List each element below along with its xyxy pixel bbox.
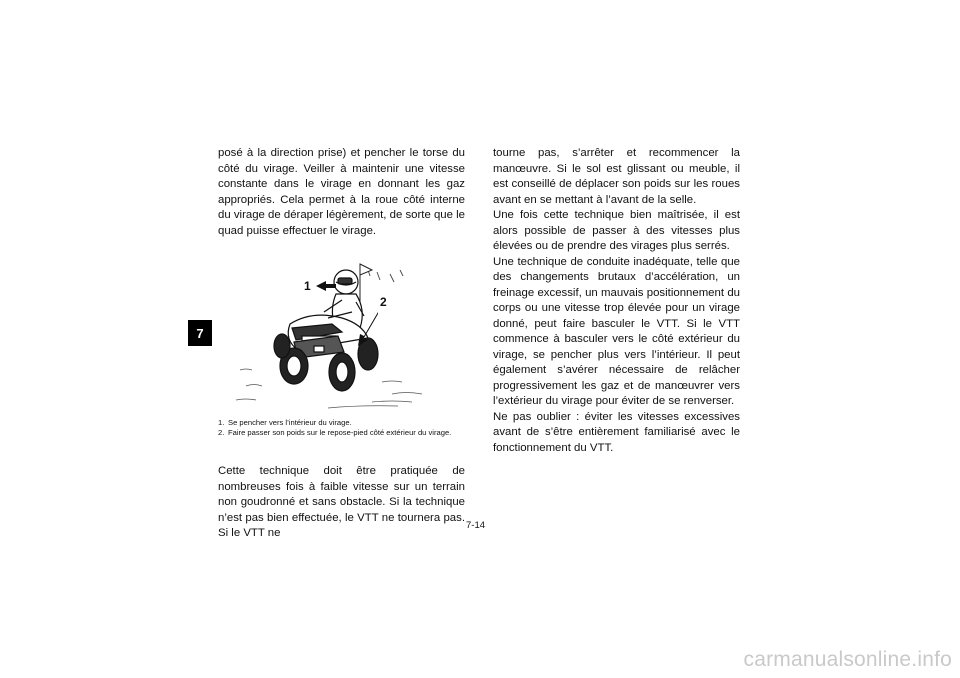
callout-1: [304, 279, 336, 293]
left-column-bottom: [218, 464, 465, 542]
paragraph: Cette technique doit être pratiquée de nombreuses fois à faible vitesse sur un terrain non goudronné et sans obstacle. Si la technique n’est pas bien effectuée, le VTT ne tournera pas. Si le VTT ne: [218, 465, 465, 539]
atv-turning-illustration: [232, 262, 440, 410]
motion-lines: [368, 270, 403, 282]
caption-number: 1.: [218, 418, 225, 427]
caption-text: Faire passer son poids sur le repose-pied côté extérieur du virage.: [228, 428, 452, 437]
caption-item: [218, 418, 465, 428]
right-column: [493, 146, 740, 456]
chapter-tab: 7: [188, 320, 212, 346]
paragraph: tourne pas, s’arrêter et recommencer la manœuvre. Si le sol est glissant ou meuble, il est conseillé de déplacer son poids sur les roues avant en se mettant à l’avant de la selle.: [493, 147, 740, 206]
paragraph: Ne pas oublier : éviter les vitesses excessives avant de s’être entièrement familiarisé avec le fonctionnement du VTT.: [493, 410, 740, 454]
figure-captions: [218, 418, 465, 438]
paragraph: Une fois cette technique bien maîtrisée, il est alors possible de passer à des vitesses plus élevées ou de prendre des virages plus serrés.: [493, 209, 740, 252]
caption-number: 2.: [218, 428, 225, 437]
paragraph: posé à la direction prise) et pencher le torse du côté du virage. Veiller à maintenir une vitesse constante dans le virage en donnant les gaz appropriés. Cela permet à la roue côté interne du virage de déraper légèrement, de sorte que le quad puisse effectuer le virage.: [218, 147, 465, 237]
page-number: 7-14: [466, 520, 486, 531]
watermark: carmanualsonline.info: [743, 648, 952, 671]
paragraph: Une technique de conduite inadéquate, telle que des changements brutaux d’accélération, un freinage excessif, un mauvais positionnement du corps ou une vitesse trop élevée pour un virage donné, peut faire basculer le VTT. Si le VTT commence à basculer vers le côté extérieur du virage, se pencher plus vers l’intérieur. Il peut également s’avérer nécessaire de relâcher progressivement les gaz et de manœuvrer vers l’extérieur du virage pour éviter de se renverser.: [493, 255, 740, 407]
safety-flag: [360, 264, 372, 306]
caption-item: [218, 428, 465, 438]
svg-text:2: 2: [380, 295, 387, 309]
left-column-top: [218, 146, 465, 239]
svg-text:1: 1: [304, 279, 311, 293]
caption-text: Se pencher vers l’intérieur du virage.: [228, 418, 352, 427]
